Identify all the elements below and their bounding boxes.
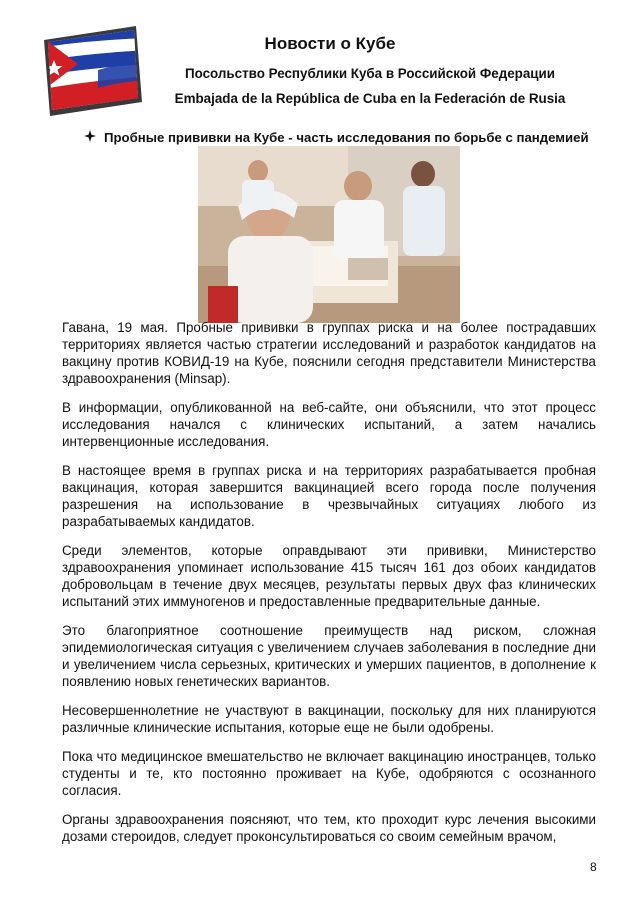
article-paragraph: Органы здравоохранения поясняют, что тем, кто проходит курс лечения высокими дозами стероидов, следует проконсультироваться со своим семейным врачом, [62, 812, 596, 844]
article-body [62, 319, 596, 857]
embassy-name-ru: Посольство Республики Куба в Российской Федерации [184, 66, 556, 81]
diamond-bullet-icon [84, 130, 98, 145]
article-paragraph: В информации, опубликованной на веб-сайте, они объяснили, что этот процесс исследования начался с клинических испытаний, а затем начались интервенционные исследования. [62, 400, 596, 449]
page-number: 8 [590, 860, 597, 874]
vaccination-photo [198, 146, 460, 323]
page-title: Новости о Кубе [264, 34, 396, 53]
article-headline [84, 130, 604, 145]
article-paragraph: В настоящее время в группах риска и на территориях разрабатывается пробная вакцинация, которая завершится вакцинацией всего города после получения разрешения на использование в чрезвычайных ситуациях любого из разрабатываемых кандидатов. [62, 463, 596, 529]
article-paragraph: Среди элементов, которые оправдывают эти прививки, Министерство здравоохранения упоминает использование 415 тысяч 161 доз обоих кандидатов добровольцам в течение двух месяцев, результаты первых двух фаз клинических испытаний этих иммуногенов и предоставленные предварительные данные. [62, 543, 596, 609]
article-paragraph: Это благоприятное соотношение преимуществ над риском, сложная эпидемиологическая ситуация с увеличением случаев заболевания в последние дни и увеличением числа серьезных, критических и умерших пациентов, в дополнение к появлению новых генетических вариантов. [62, 623, 596, 689]
article-paragraph: Пока что медицинское вмешательство не включает вакцинацию иностранцев, только студенты и те, кто постоянно проживает на Кубе, одобряются с осознанного согласия. [62, 749, 596, 798]
article-paragraph: Гавана, 19 мая. Пробные прививки в группах риска и на более пострадавших территориях является частью стратегии исследований и разработок кандидатов на вакцину против КОВИД-19 на Кубе, пояснили сегодня представители Министерства здравоохранения (Minsap). [62, 320, 596, 386]
embassy-name-es: Embajada de la República de Cuba en la Federación de Rusia [174, 91, 566, 106]
headline-text: Пробные прививки на Кубе - часть исследования по борьбе с пандемией [104, 130, 589, 145]
article-paragraph: Несовершеннолетние не участвуют в вакцинации, поскольку для них планируются различные клинические испытания, которые еще не были одобрены. [62, 703, 596, 735]
